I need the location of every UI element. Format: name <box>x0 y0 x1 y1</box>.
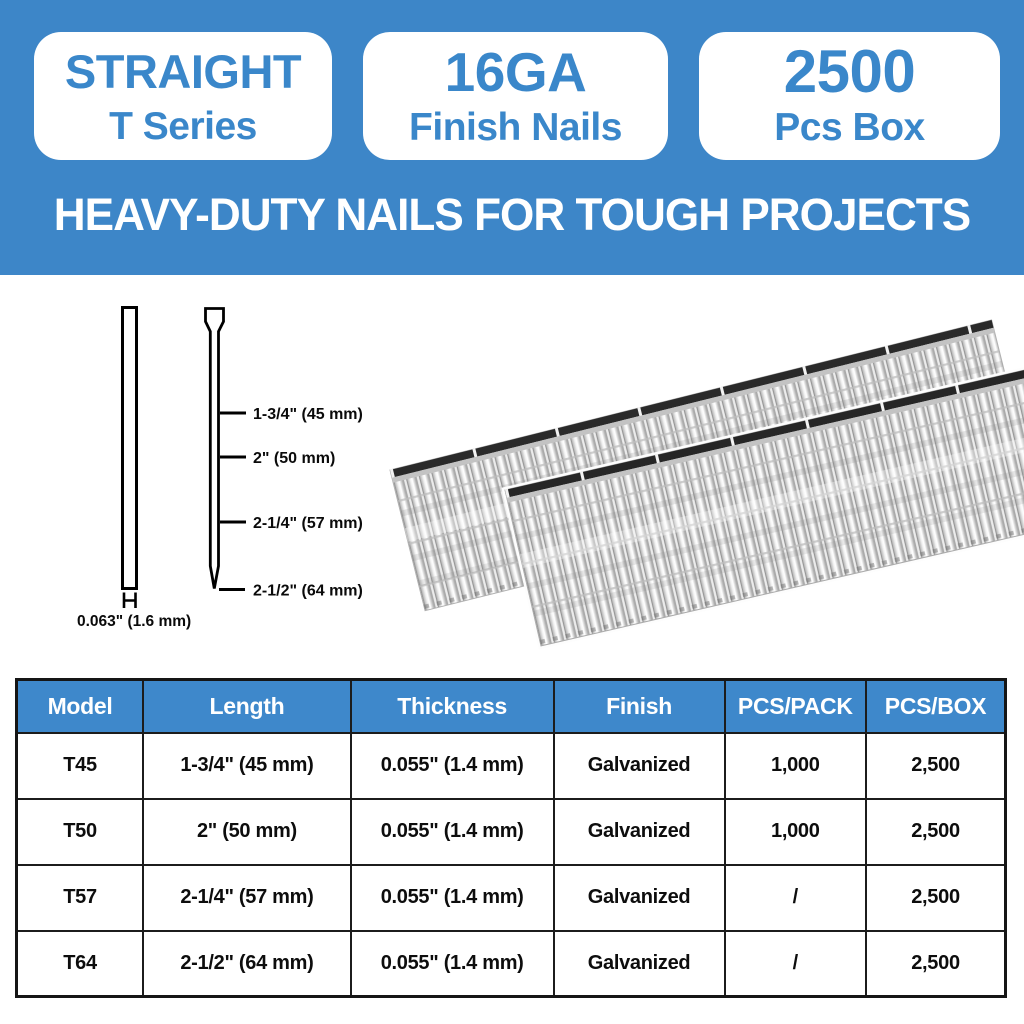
badge-gauge <box>363 32 668 160</box>
length-label-45mm: 1-3/4" (45 mm) <box>253 406 363 423</box>
badge-row <box>34 32 1000 160</box>
cell-finish: Galvanized <box>554 733 725 799</box>
spec-table-header-row <box>17 680 1006 733</box>
cell-model: T57 <box>17 865 144 931</box>
thickness-label: 0.063" (1.6 mm) <box>77 613 192 630</box>
badge-series-subtitle: T Series <box>109 105 257 148</box>
cell-pcs-pack: 1,000 <box>725 799 866 865</box>
tagline: HEAVY-DUTY NAILS FOR TOUGH PROJECTS <box>53 189 971 240</box>
cell-thickness: 0.055" (1.4 mm) <box>351 733 554 799</box>
pin-outline <box>123 308 137 589</box>
badge-quantity <box>699 32 1000 160</box>
collated-nails-photo <box>390 320 1024 649</box>
table-row-t50 <box>17 799 1006 865</box>
cell-pcs-pack: / <box>725 865 866 931</box>
cell-pcs-pack: / <box>725 931 866 997</box>
length-label-50mm: 2" (50 mm) <box>253 450 336 467</box>
cell-length: 2" (50 mm) <box>143 799 351 865</box>
length-label-64mm: 2-1/2" (64 mm) <box>253 582 363 600</box>
badge-series <box>34 32 332 160</box>
cell-thickness: 0.055" (1.4 mm) <box>351 865 554 931</box>
table-row-t64 <box>17 931 1006 997</box>
cell-pcs-box: 2,500 <box>866 799 1005 865</box>
cell-model: T64 <box>17 931 144 997</box>
badge-gauge-subtitle: Finish Nails <box>409 106 622 149</box>
cell-pcs-box: 2,500 <box>866 865 1005 931</box>
col-header-pcs-box: PCS/BOX <box>866 680 1005 733</box>
cell-thickness: 0.055" (1.4 mm) <box>351 799 554 865</box>
badge-quantity-subtitle: Pcs Box <box>774 106 925 149</box>
artwork-section <box>0 286 1024 662</box>
cell-length: 1-3/4" (45 mm) <box>143 733 351 799</box>
artwork-svg <box>0 286 1024 662</box>
cell-finish: Galvanized <box>554 931 725 997</box>
cell-model: T45 <box>17 733 144 799</box>
thickness-bracket <box>124 593 136 609</box>
cell-pcs-pack: 1,000 <box>725 733 866 799</box>
col-header-pcs-pack: PCS/PACK <box>725 680 866 733</box>
badge-gauge-title: 16GA <box>444 41 587 103</box>
col-header-model: Model <box>17 680 144 733</box>
cell-length: 2-1/2" (64 mm) <box>143 931 351 997</box>
cell-length: 2-1/4" (57 mm) <box>143 865 351 931</box>
cell-model: T50 <box>17 799 144 865</box>
cell-finish: Galvanized <box>554 799 725 865</box>
length-ticks <box>219 413 246 590</box>
cell-thickness: 0.055" (1.4 mm) <box>351 931 554 997</box>
cell-pcs-box: 2,500 <box>866 931 1005 997</box>
finish-nail-outline <box>206 309 224 589</box>
length-label-57mm: 2-1/4" (57 mm) <box>253 515 363 532</box>
cell-finish: Galvanized <box>554 865 725 931</box>
table-row-t57 <box>17 865 1006 931</box>
badge-quantity-title: 2500 <box>783 38 916 105</box>
cell-pcs-box: 2,500 <box>866 733 1005 799</box>
header-banner <box>0 0 1024 275</box>
col-header-length: Length <box>143 680 351 733</box>
nail-size-diagram <box>77 308 363 631</box>
badge-series-title: STRAIGHT <box>64 45 302 98</box>
table-row-t45 <box>17 733 1006 799</box>
col-header-thickness: Thickness <box>351 680 554 733</box>
col-header-finish: Finish <box>554 680 725 733</box>
spec-table <box>15 678 1007 998</box>
